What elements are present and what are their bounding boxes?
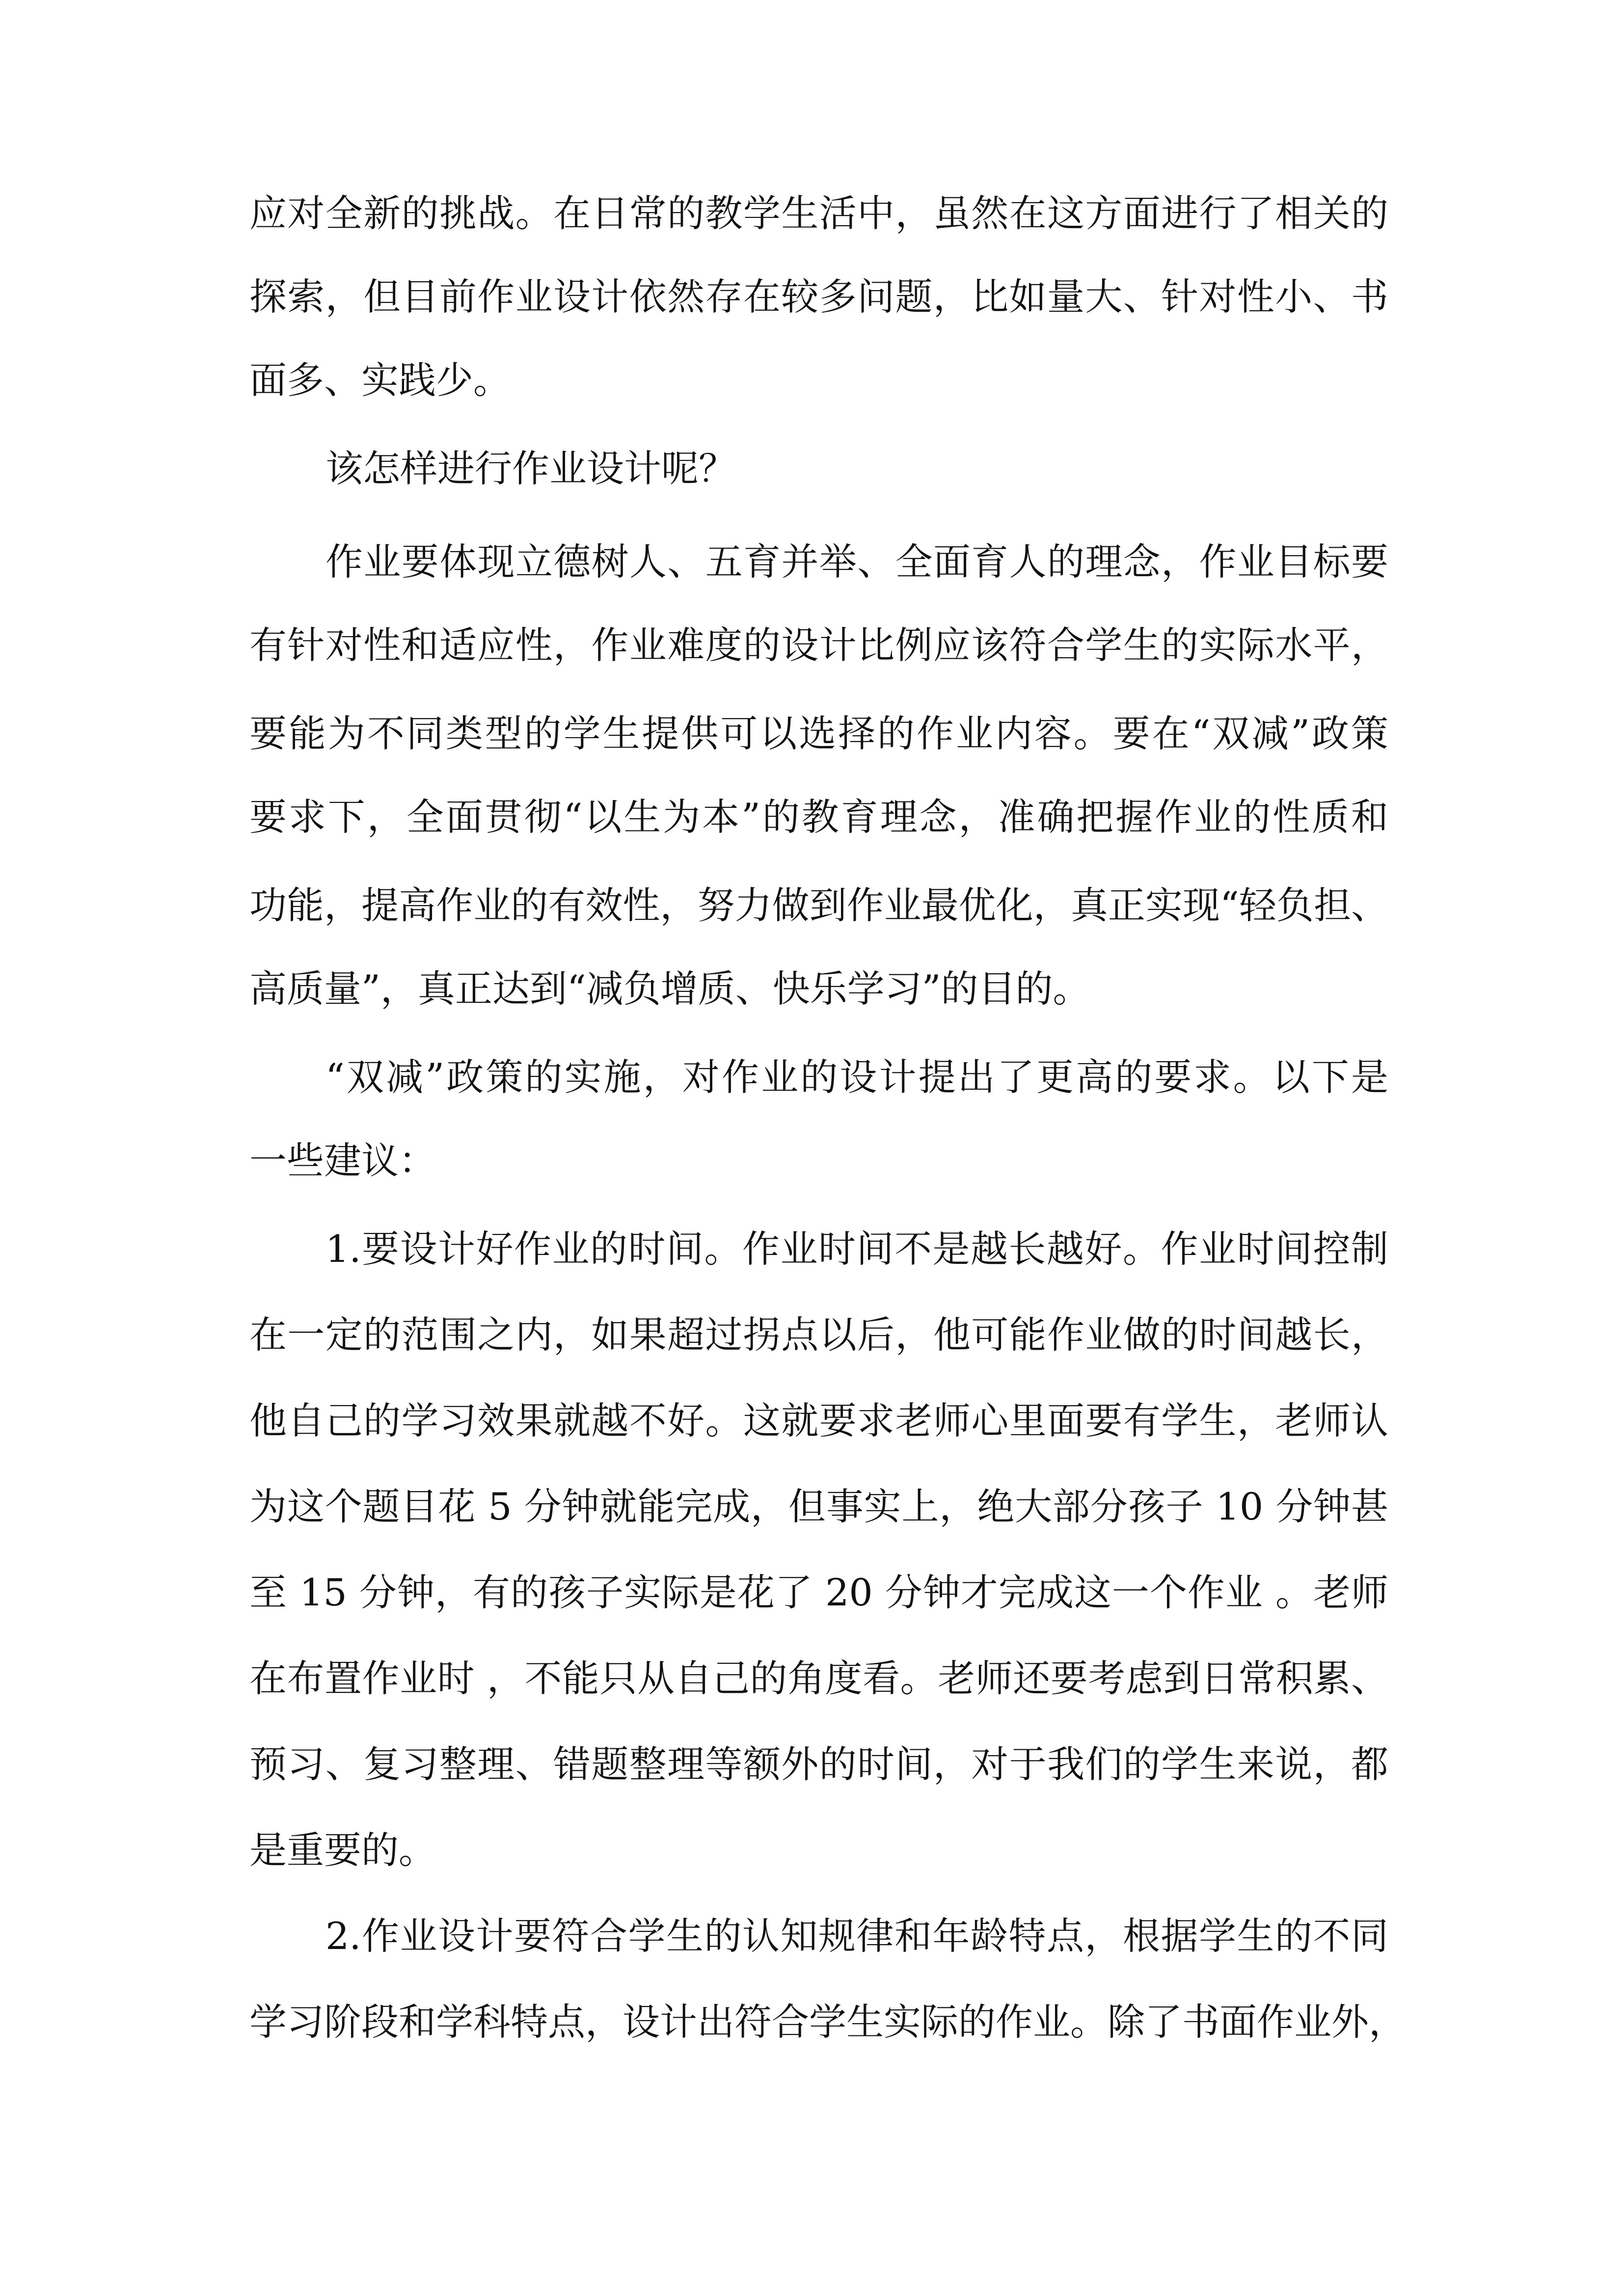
text-line: 要求下，全面贯彻“以生为本”的教育理念，准确把握作业的性质和 <box>249 795 1388 839</box>
text-line: 面多、实践少。 <box>249 358 511 402</box>
text-line: 功能，提高作业的有效性，努力做到作业最优化，真正实现“轻负担、 <box>249 883 1388 927</box>
text-line: 要能为不同类型的学生提供可以选择的作业内容。要在“双减”政策 <box>249 712 1388 755</box>
text-line: 为这个题目花 5 分钟就能完成，但事实上，绝大部分孩子 10 分钟甚 <box>249 1485 1388 1528</box>
text-line: 1.要设计好作业的时间。作业时间不是越长越好。作业时间控制 <box>325 1227 1388 1271</box>
text-line: 高质量”，真正达到“减负增质、快乐学习”的目的。 <box>249 967 1090 1011</box>
text-line: 预习、复习整理、错题整理等额外的时间，对于我们的学生来说，都 <box>249 1742 1388 1786</box>
text-line: 在一定的范围之内，如果超过拐点以后，他可能作业做的时间越长， <box>249 1313 1388 1357</box>
text-line: 2.作业设计要符合学生的认知规律和年龄特点，根据学生的不同 <box>325 1914 1388 1958</box>
text-line: 有针对性和适应性，作业难度的设计比例应该符合学生的实际水平， <box>249 623 1388 667</box>
text-line: 一些建议： <box>249 1139 436 1182</box>
text-line: 探索，但目前作业设计依然存在较多问题，比如量大、针对性小、书 <box>249 275 1388 319</box>
text-line: 作业要体现立德树人、五育并举、全面育人的理念，作业目标要 <box>325 540 1388 584</box>
text-line: 应对全新的挑战。在日常的教学生活中，虽然在这方面进行了相关的 <box>249 191 1388 235</box>
text-line: 是重要的。 <box>249 1828 436 1872</box>
text-line: 学习阶段和学科特点，设计出符合学生实际的作业。除了书面作业外， <box>249 2000 1406 2044</box>
text-line: 该怎样进行作业设计呢？ <box>325 447 736 490</box>
text-line: 至 15 分钟，有的孩子实际是花了 20 分钟才完成这一个作业 。老师 <box>249 1571 1388 1614</box>
text-line: 在布置作业时 ，不能只从自己的角度看。老师还要考虑到日常积累、 <box>249 1656 1388 1700</box>
text-line: “双减”政策的实施，对作业的设计提出了更高的要求。以下是 <box>325 1055 1388 1099</box>
text-line: 他自己的学习效果就越不好。这就要求老师心里面要有学生，老师认 <box>249 1399 1388 1442</box>
